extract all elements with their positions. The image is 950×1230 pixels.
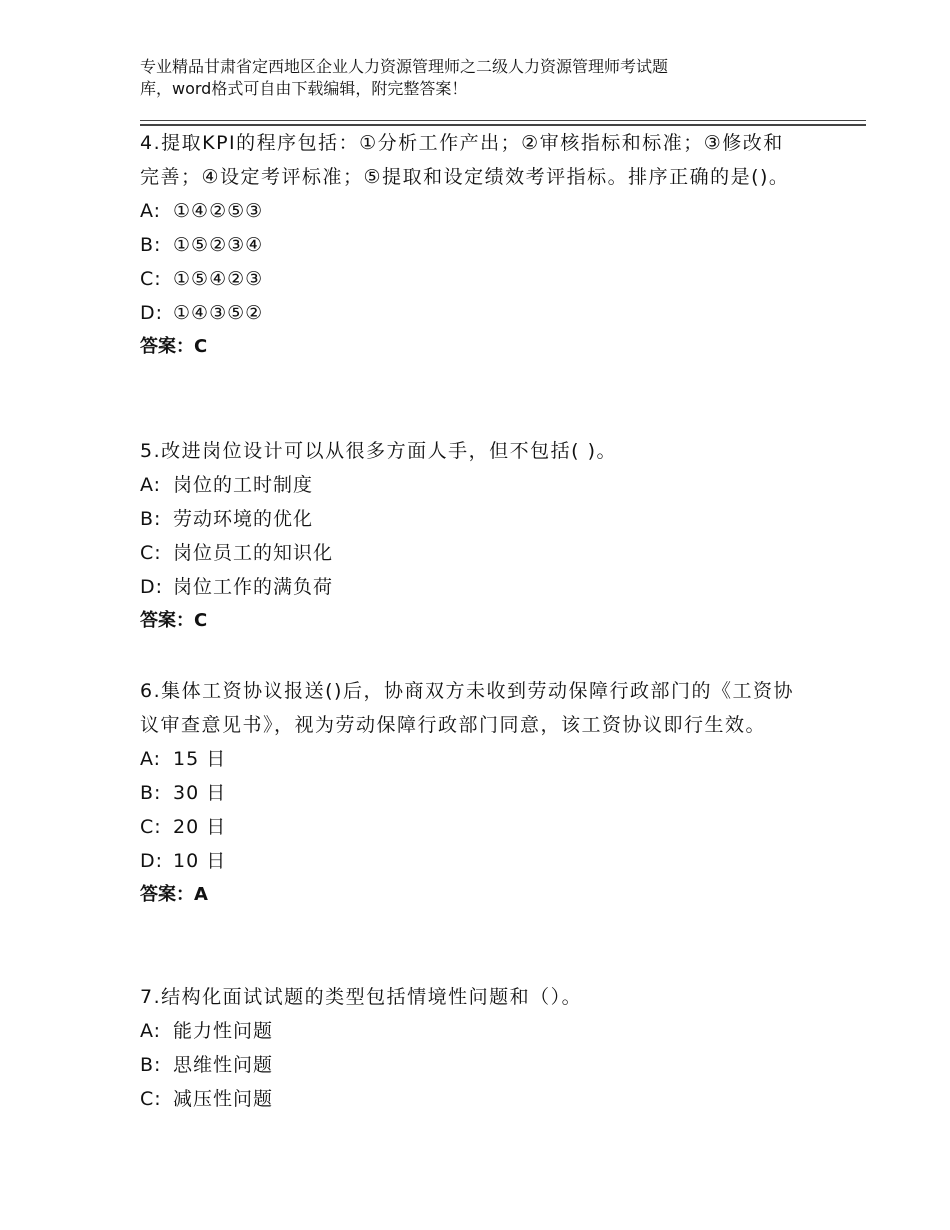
option-text: 岗位工作的满负荷: [173, 576, 334, 598]
option-key: C:: [140, 542, 162, 564]
option-key: B:: [140, 508, 162, 530]
option-b: [140, 502, 800, 536]
question-7: [140, 980, 800, 1116]
option-b: [140, 776, 800, 810]
option-text: 30 日: [173, 782, 227, 804]
option-key: B:: [140, 1054, 162, 1076]
option-key: B:: [140, 234, 162, 256]
option-c: [140, 536, 800, 570]
question-stem: 4.提取KPI的程序包括：①分析工作产出；②审核指标和标准；③修改和完善；④设定考评标准；⑤提取和设定绩效考评指标。排序正确的是()。: [140, 132, 790, 188]
option-text: ①⑤②③④: [173, 234, 264, 256]
option-text: 岗位的工时制度: [173, 474, 314, 496]
option-text: 思维性问题: [173, 1054, 274, 1076]
option-key: B:: [140, 782, 162, 804]
option-key: C:: [140, 816, 162, 838]
answer-line: 答案：C: [140, 610, 208, 631]
option-a: [140, 194, 800, 228]
option-key: A:: [140, 474, 162, 496]
option-d: [140, 570, 800, 604]
option-text: 20 日: [173, 816, 227, 838]
question-6: [140, 674, 800, 912]
option-text: ①④②⑤③: [173, 200, 264, 222]
option-key: C:: [140, 268, 162, 290]
option-text: 岗位员工的知识化: [173, 542, 334, 564]
option-c: [140, 810, 800, 844]
option-text: ①⑤④②③: [173, 268, 264, 290]
option-c: [140, 1082, 800, 1116]
option-text: 减压性问题: [173, 1088, 274, 1110]
option-b: [140, 1048, 800, 1082]
option-b: [140, 228, 800, 262]
option-key: A:: [140, 200, 162, 222]
question-4: [140, 126, 800, 364]
document-header: [140, 56, 780, 100]
option-text: 能力性问题: [173, 1020, 274, 1042]
option-a: [140, 1014, 800, 1048]
option-key: A:: [140, 748, 162, 770]
option-text: 15 日: [173, 748, 227, 770]
option-key: D:: [140, 576, 164, 598]
document-page: [140, 0, 868, 1230]
answer-line: 答案：C: [140, 336, 208, 357]
option-a: [140, 468, 800, 502]
option-key: D:: [140, 302, 164, 324]
answer-line: 答案：A: [140, 884, 208, 905]
option-text: ①④③⑤②: [173, 302, 264, 324]
question-stem: 6.集体工资协议报送()后，协商双方未收到劳动保障行政部门的《工资协议审查意见书》，视为劳动保障行政部门同意，该工资协议即行生效。: [140, 680, 794, 736]
header-line-2: 库，word格式可自由下载编辑，附完整答案！: [140, 79, 468, 98]
question-5: [140, 434, 800, 638]
question-stem: 5.改进岗位设计可以从很多方面人手，但不包括( )。: [140, 440, 617, 462]
option-text: 10 日: [173, 850, 227, 872]
option-text: 劳动环境的优化: [173, 508, 314, 530]
option-d: [140, 844, 800, 878]
question-stem: 7.结构化面试试题的类型包括情境性问题和（）。: [140, 986, 583, 1008]
option-c: [140, 262, 800, 296]
option-key: C:: [140, 1088, 162, 1110]
option-d: [140, 296, 800, 330]
option-a: [140, 742, 800, 776]
header-line-1: 专业精品甘肃省定西地区企业人力资源管理师之二级人力资源管理师考试题: [140, 57, 669, 76]
option-key: A:: [140, 1020, 162, 1042]
option-key: D:: [140, 850, 164, 872]
